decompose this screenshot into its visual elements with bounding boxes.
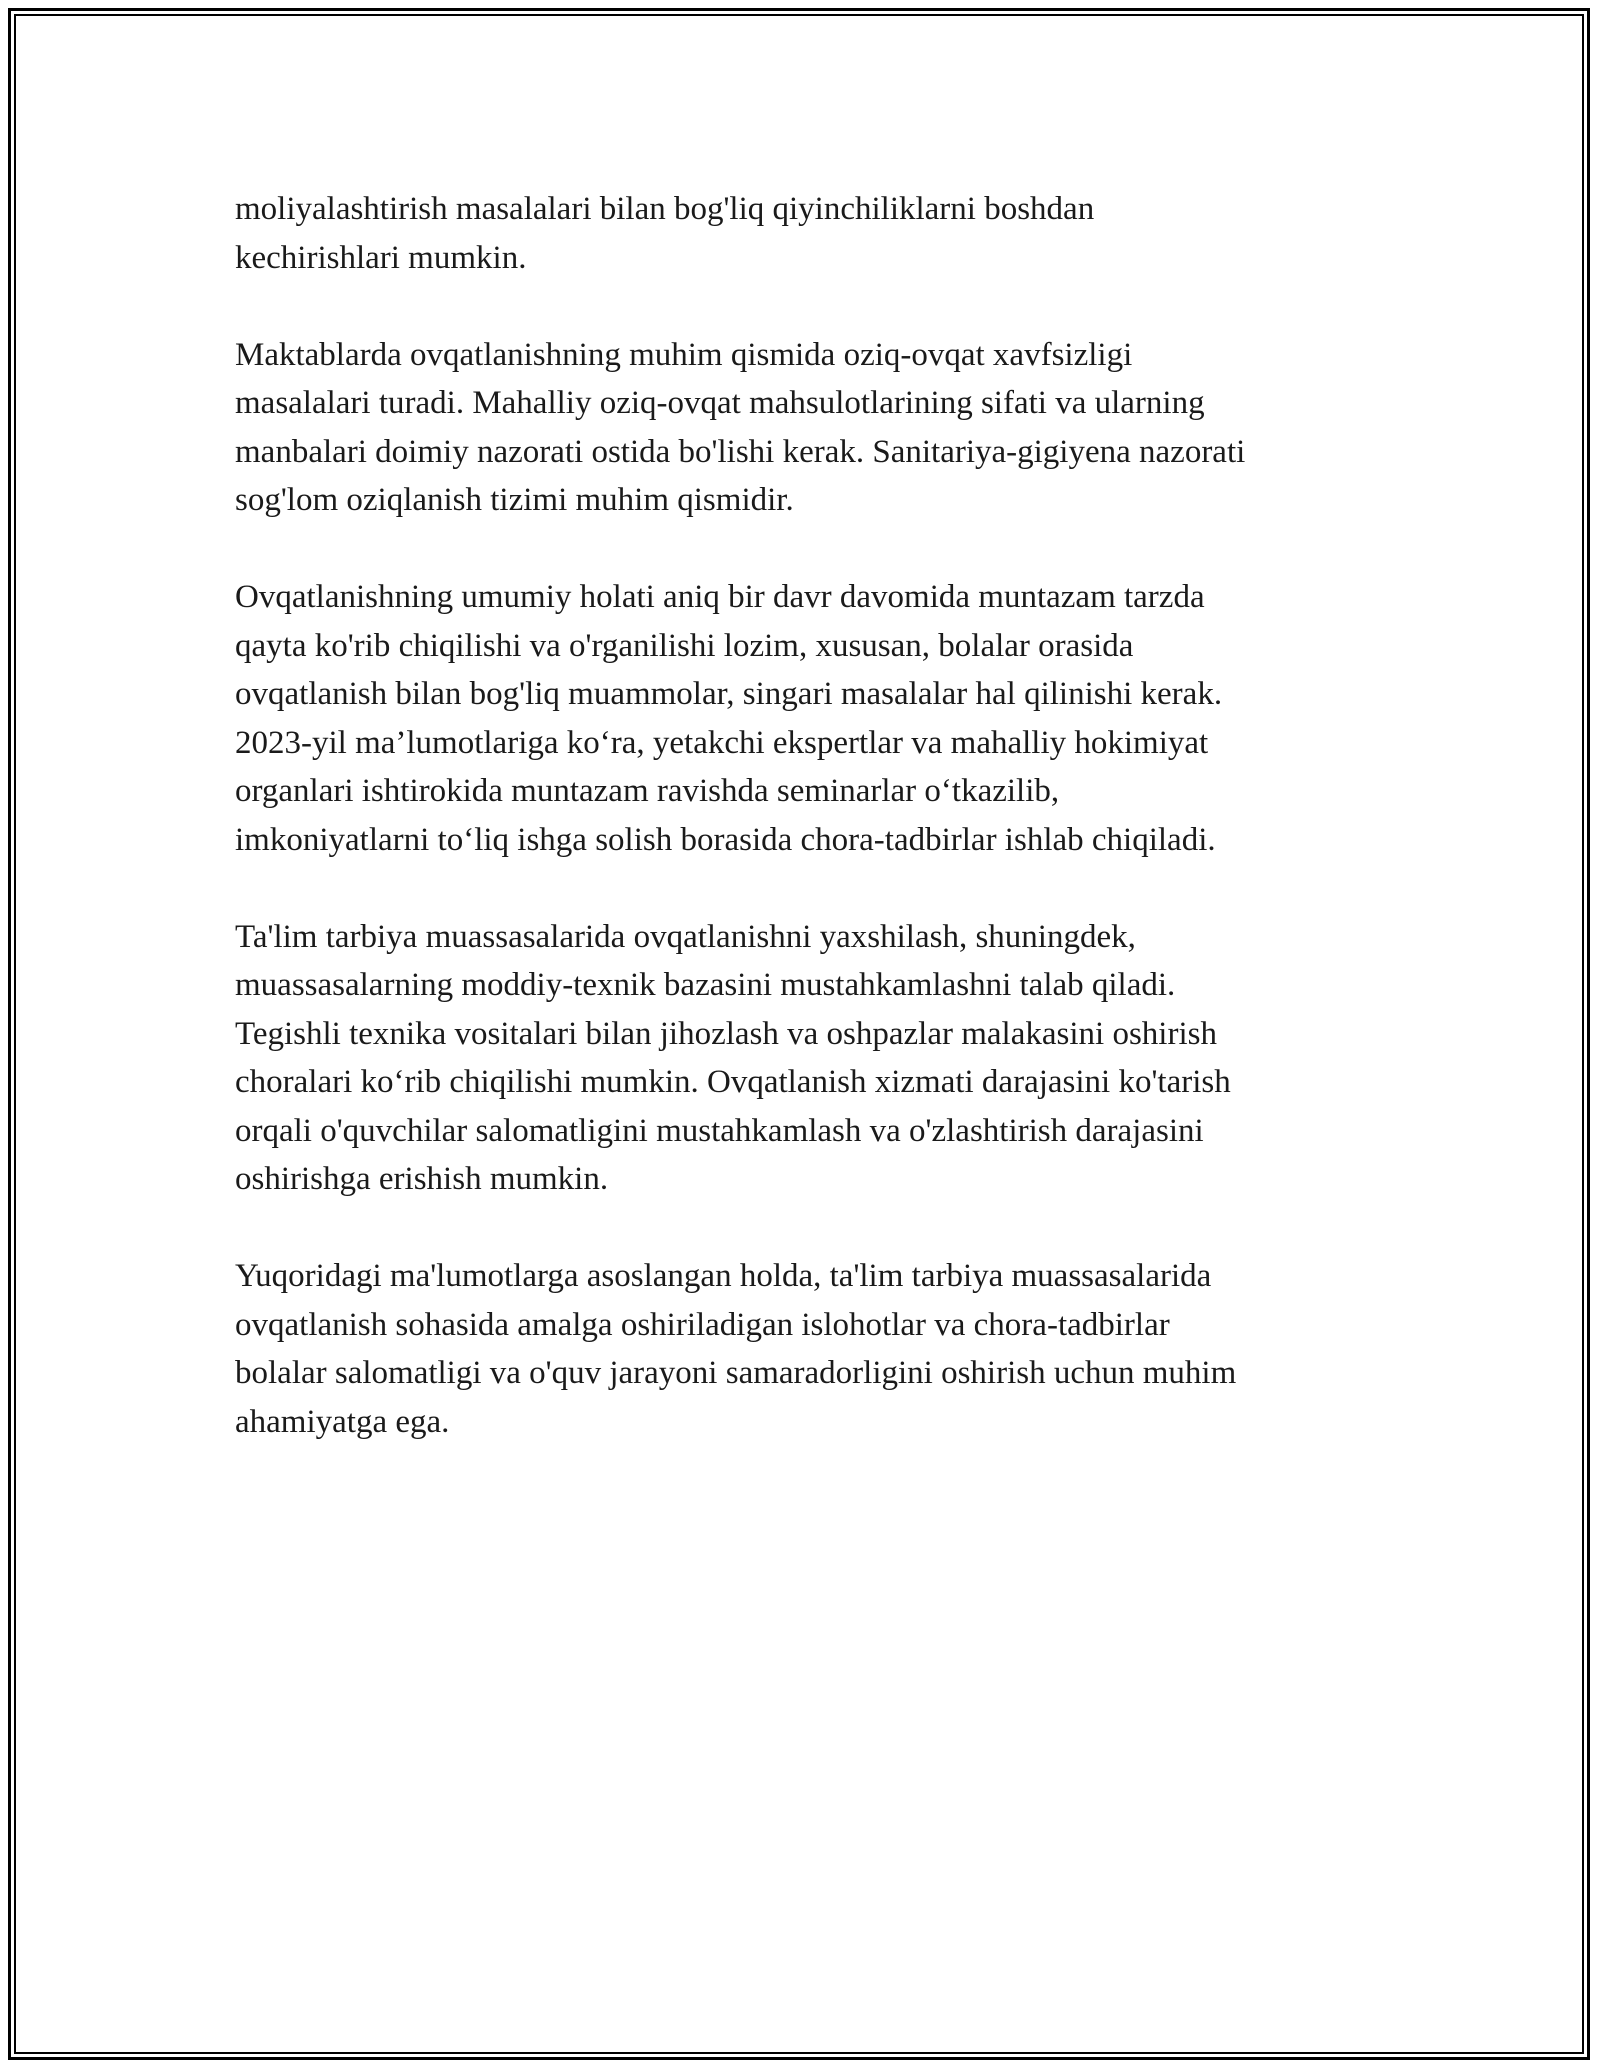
document-body	[235, 185, 1375, 1495]
paragraph-2: Maktablarda ovqatlanishning muhim qismida oziq-ovqat xavfsizligi masalalari turadi. Mahalliy oziq-ovqat mahsulotlarining sifati va ularning manbalari doimiy nazorati ostida bo'lishi kerak. Sanitariya-gigiyena nazorati sog'lom oziqlanish tizimi muhim qismidir.	[235, 336, 1246, 518]
paragraph-3: Ovqatlanishning umumiy holati aniq bir davr davomida muntazam tarzda qayta ko'rib chiqilishi va o'rganilishi lozim, xususan, bolalar orasida ovqatlanish bilan bog'liq muammolar, singari masalalar hal qilinishi kerak. 2023-yil ma’lumotlariga ko‘ra, yetakchi ekspertlar va mahalliy hokimiyat organlari ishtirokida muntazam ravishda seminarlar o‘tkazilib, imkoniyatlarni to‘liq ishga solish borasida chora-tadbirlar ishlab chiqiladi.	[235, 579, 1223, 858]
paragraph-4: Ta'lim tarbiya muassasalarida ovqatlanishni yaxshilash, shuningdek, muassasalarning moddiy-texnik bazasini mustahkamlashni talab qiladi. Tegishli texnika vositalari bilan jihozlash va oshpazlar malakasini oshirish choralari ko‘rib chiqilishi mumkin. Ovqatlanish xizmati darajasini ko'tarish orqali o'quvchilar salomatligini mustahkamlash va o'zlashtirish darajasini oshirishga erishish mumkin.	[235, 918, 1231, 1197]
paragraph-5: Yuqoridagi ma'lumotlarga asoslangan holda, ta'lim tarbiya muassasalarida ovqatlanish sohasida amalga oshiriladigan islohotlar va chora-tadbirlar bolalar salomatligi va o'quv jarayoni samaradorligini oshirish uchun muhim ahamiyatga ega.	[235, 1258, 1237, 1440]
paragraph-1: moliyalashtirish masalalari bilan bog'liq qiyinchiliklarni boshdan kechirishlari mumkin.	[235, 191, 1095, 276]
